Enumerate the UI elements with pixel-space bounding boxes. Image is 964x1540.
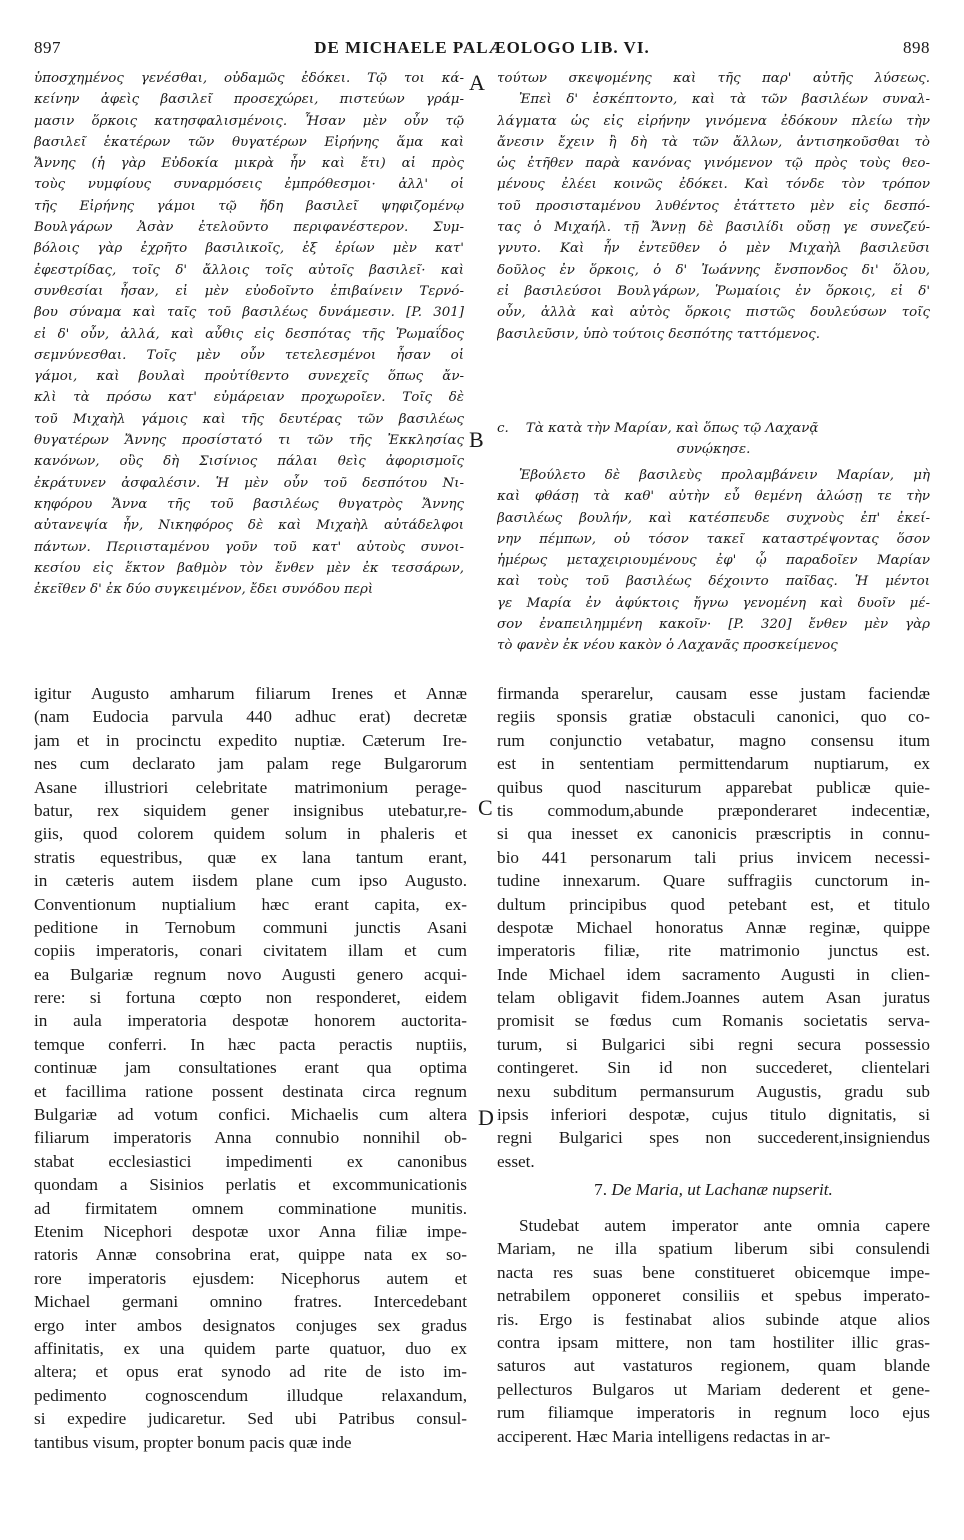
text-line: tis commodum,abunde præponderaret indecentiæ,: [497, 800, 930, 820]
text-line: σον ἐναπειλημμένη κακοῖν· [P. 320] ἔνθεν μὲν γὰρ: [497, 617, 930, 633]
text-line: firmanda sperarelur, causam esse justam faciendæ: [497, 684, 930, 703]
text-line: contingeret. Sin id non succederet, clientelari: [497, 1058, 930, 1078]
text-line: nexu subditum permansurum Augustis, gradu sub: [497, 1081, 930, 1101]
text-line: Bulgariæ ad votum confici. Michaelis cum altera: [34, 1105, 467, 1125]
margin-marker-a: A: [469, 70, 485, 95]
text-line: turum, si Bulgarici sibi regni secura possessio: [497, 1034, 930, 1054]
text-line: ἐφεστρίδας, τοῖς δ' ἄλλοις τοῖς αὐτοῖς βασιλεῖ· καὶ: [34, 262, 464, 278]
text-line: ἐκράτυνεν ἀσφαλέσιν. Ἡ μὲν οὖν τοῦ δεσπότου Νι-: [34, 475, 464, 491]
text-line: promisit se fœdus cum Romanis societatis serva-: [497, 1011, 930, 1031]
text-line: Michael germani omnino fratres. Intercedebant: [34, 1292, 467, 1312]
text-line: Βουλγάρων Ἀσὰν ἐτελοῦντο περιφανέστερον. Συμ-: [34, 220, 464, 236]
text-line: Ἐπεὶ δ' ἐσκέπτοντο, καὶ τὰ τῶν βασιλέων συναλ-: [519, 92, 930, 108]
text-line: et facillima ratione possent destinata circa regnum: [34, 1081, 467, 1101]
text-line: telam obligavit fidem.Joannes autem Asan juratus: [497, 988, 930, 1008]
text-line: κεσίου εἰς ἕκτον βαθμὸν τὸν ἔνθεν μὲν ἐκ τεσσάρων,: [34, 560, 464, 576]
text-line: rore imperatoris ejusdem: Nicephorus autem et: [34, 1268, 467, 1288]
text-line: dultum principibus quod petebant est, et titulo: [497, 894, 930, 914]
text-line: βασιλεῦσιν, ὑπὸ τούτοις δεσπότης ταττόμενος.: [497, 326, 820, 342]
text-line: ris. Ergo is festinabat alios subinde atque alios: [497, 1309, 930, 1329]
greek-section-heading: [497, 418, 930, 461]
text-line: stratis equestribus, quæ ex lana tantum erant,: [34, 847, 467, 867]
latin-section-title: De Maria, ut Lachanæ nupserit.: [611, 1180, 833, 1199]
text-line: ad firmitatem omnem comminatione munitis.: [34, 1198, 467, 1218]
text-line: imperatoris filiæ, rite matrimonio junctus est.: [497, 941, 930, 961]
text-line: μένους ἐλέει κοινῶς ἐδόκει. Καὶ τόνδε τὸν τρόπον: [497, 177, 930, 193]
text-line: μασιν ὅρκοις κατησφαλισμένοις. Ἦσαν μὲν οὖν τῷ: [34, 113, 464, 129]
latin-text-right-column-bottom: [497, 1214, 930, 1448]
text-line: βόλοις γὰρ ἐχρῆτο βασιλικοῖς, ἐξ ἐρίων μὲν κατ': [34, 241, 464, 257]
text-line: τοῦ Μιχαὴλ γάμοις καὶ τῆς δευτέρας τῶν βασιλέως: [34, 411, 464, 427]
text-line: τῆς Εἰρήνης γάμοι τῷ ἤδη βασιλεῖ ψηφιζομένῳ: [34, 198, 464, 214]
text-line: Inde Michael idem sacramento Augusti in clien-: [497, 964, 930, 984]
text-line: Ἄννης (ἡ γὰρ Εὐδοκία μικρὰ ἦν καὶ ἔτι) αἱ πρὸς: [34, 156, 464, 172]
text-line: si expedire judicaretur. Sed ubi Patribus consul-: [34, 1409, 467, 1429]
text-line: rum conjunctio vetabatur, magno consensu itum: [497, 730, 930, 750]
text-line: γνυτο. Καὶ ἦν ἐντεῦθεν ὁ μὲν Μιχαὴλ βασιλεῦσι: [497, 241, 930, 257]
text-line: quondam a Sisinios perlatis et excommunicationis: [34, 1175, 467, 1195]
text-line: σεμνύνεσθαι. Τοῖς μὲν οὖν τετελεσμένοι ἦσαν οἱ: [34, 347, 464, 363]
text-line: regni Bulgarici spes non succederent,insigniendus: [497, 1128, 930, 1148]
text-line: ea Bulgariæ regnum novo Augusti genero acqui-: [34, 964, 467, 984]
text-line: ἐκεῖθεν δ' ἐκ δύο συγκειμένον, ἔδει συνόδου περὶ: [34, 582, 374, 598]
text-line: nes cum declarato jam palam rege Bulgarorum: [34, 754, 467, 774]
running-title: DE MICHAELE PALÆOLOGO LIB. VI.: [314, 38, 650, 57]
latin-section-number: 7.: [594, 1180, 608, 1199]
greek-text-right-column-bottom: [497, 465, 930, 657]
text-line: netrabilem opponeret consiliis et spebus imperato-: [497, 1286, 930, 1306]
text-line: Ἐβούλετο δὲ βασιλεὺς προλαμβάνειν Μαρίαν, μὴ: [519, 468, 930, 483]
text-line: esset.: [497, 1151, 535, 1171]
text-line: οὖν, ἀλλὰ καὶ αὐτὸς ὅρκοις πιστῶς δουλεύσων τοῖς: [497, 305, 930, 321]
text-line: ὑποσχημένος γενέσθαι, οὐδαμῶς ἐδόκει. Τῷ τοι κά-: [34, 71, 464, 86]
greek-text-left-column: [34, 68, 464, 600]
text-line: giis, quod colorem quidem solum in phaleris et: [34, 824, 467, 844]
greek-section-number: c.: [497, 421, 509, 436]
latin-section-heading: [497, 1178, 930, 1201]
text-line: acciperent. Hæc Maria intelligens redactas in ar-: [497, 1426, 831, 1446]
text-line: tudine innexarum. Quare suffragiis cunctorum in-: [497, 871, 930, 891]
page-number-left: 897: [34, 38, 61, 57]
text-line: κηφόρου Ἄννα τῆς τοῦ βασιλέως θυγατρὸς Ἄννης: [34, 496, 464, 512]
text-line: κλὶ τὰ πρόσω κατ' εὐμάρειαν προχωροῖεν. Τοῖς δὲ: [34, 390, 464, 406]
text-line: τὸ φανὲν ἐκ νέου κακὸν ὁ Λαχανᾶς προσκείμενος: [497, 638, 838, 654]
text-line: Etenim Nicephori despotæ uxor Anna filiæ impe-: [34, 1221, 467, 1241]
text-line: Studebat autem imperator ante omnia capere: [519, 1216, 930, 1235]
text-line: νην πέμπων, οὐ τόσον τακεῖ καταστρέψοντας ὅσον: [497, 531, 930, 547]
text-line: Mariam, ne illa spatium liberum sibi consulendi: [497, 1239, 930, 1259]
text-line: βου σύναμα καὶ ταῖς τοῦ βασιλέως δυνάμεσιν. [P. 301]: [34, 305, 464, 321]
text-line: Conventionum nuptialium hæc erant capita, ex-: [34, 894, 467, 914]
text-line: peditione in Ternobum communi junctis Asani: [34, 917, 467, 937]
text-line: βασιλέως βουλήν, καὶ κατέσπευδε συχνοὺς ἐπ' ἐκεί-: [497, 510, 930, 526]
text-line: filiarum imperatoris Anna connubio nonnihil ob-: [34, 1128, 467, 1148]
text-line: tantibus visum, propter bonum pacis quæ inde: [34, 1432, 352, 1452]
text-line: τούτων σκεψομένης καὶ τῆς παρ' αὐτῆς λύσεως.: [497, 71, 930, 86]
text-line: συνθεσίαι ἦσαν, εἰ μὲν εὐοδοῖντο ἐπιβαίνειν Τερνό-: [34, 283, 464, 299]
text-line: pellecturos Bulgaros ut Mariam dederent et gene-: [497, 1379, 930, 1399]
text-line: αὐτανεψία ἦν, Νικηφόρος δὲ καὶ Μιχαὴλ αὐτάδελφοι: [34, 518, 464, 534]
text-line: πάντων. Περιισταμένου γοῦν τοῦ κατ' αὐτοὺς συνοι-: [34, 539, 464, 555]
text-line: (nam Eudocia parvula 440 adhuc erat) decretæ: [34, 707, 467, 727]
text-line: εἰ δ' οὖν, ἀλλά, καὶ αὖθις εἰς δεσπότας τῆς Ῥωμαΐδος: [34, 326, 464, 342]
latin-text-left-column: [34, 682, 467, 1454]
text-line: ratoris Annæ consobrina erat, quippe nata ex so-: [34, 1245, 467, 1265]
text-line: ὡς ἐτῆθεν παρὰ κανόνας γινόμενον τῷ πρὸς τοὺς θεο-: [497, 156, 930, 172]
margin-marker-b: B: [469, 427, 484, 452]
text-line: affinitatis, ex una quidem parte quatuor, duo ex: [34, 1338, 467, 1358]
text-line: saturos aut vastaturos regionem, quam blande: [497, 1356, 930, 1376]
greek-section-title-cont: συνῴκησε.: [676, 442, 751, 458]
text-line: καὶ φθάσῃ τὰ καθ' αὐτὴν εὖ θεμένη ἁλώσῃ τε τὴν: [497, 489, 930, 505]
text-line: si qua inesset ex canonicis præscriptis in connu-: [497, 824, 930, 844]
page-number-right: 898: [903, 38, 930, 57]
text-line: κανόνων, οὓς δὴ Σισίνιος πάλαι θεὶς ἀφορισμοῖς: [34, 454, 464, 470]
text-line: contra ipsam mittere, non tam hostiliter illic gras-: [497, 1332, 930, 1352]
text-line: καὶ τοὺς τοῦ βασιλέως δέχοιντο παῖδας. Ἡ μέντοι: [497, 574, 930, 590]
text-line: τας ὁ Μιχαήλ. τῇ Ἄννῃ δὲ βασιλίδι οὔσῃ γε συνεζεύ-: [497, 220, 930, 236]
text-line: λάγματα ὡς εἰς εἰρήνην γινόμενα ἐδόκουν πλείω τὴν: [497, 113, 930, 129]
text-line: ἡμέρως μεταχειριουμένους ἐφ' ᾧ παραδοῖεν Μαρίαν: [497, 553, 930, 569]
text-line: κείνην ἀφεὶς βασιλεῖ προσεχώρει, πιστεύων γράμ-: [34, 92, 464, 108]
text-line: in aula imperatoria despotæ honorem auctorita-: [34, 1011, 467, 1031]
text-line: bio 441 personarum tali prius invicem necessi-: [497, 847, 930, 867]
text-line: nacta res suas bene constitueret obicemque impe-: [497, 1262, 930, 1282]
text-line: continuæ jam consultationes erant qua optima: [34, 1058, 467, 1078]
text-line: rum filiamque imperatoris in regnum loco ejus: [497, 1403, 930, 1423]
text-line: igitur Augusto amharum filiarum Irenes et Annæ: [34, 684, 467, 703]
text-line: in cæteris autem iisdem plane cum ipso Augusto.: [34, 871, 467, 891]
latin-text-right-column-top: [497, 682, 930, 1173]
text-line: Asane illustriori celebritate matrimonium perage-: [34, 777, 467, 797]
text-line: batur, rex siquidem gener insignibus utebatur,re-: [34, 800, 467, 820]
text-line: τοὺς νυμφίους συναρμόσεις ἐμπρόθεσμοι· ἀλλ' οἱ: [34, 177, 464, 193]
text-line: ἄνεσιν ἔχειν ἢ δὴ τὰ τῶν ἄλλων, ἀντισηκοῦσθαι τὸ: [497, 134, 930, 150]
text-line: stabat ecclesiastici impedimenti ex canonibus: [34, 1151, 467, 1171]
margin-marker-d: D: [478, 1105, 494, 1130]
text-line: jam et in procinctu expedito nuptiæ. Cæterum Ire-: [34, 730, 467, 750]
text-line: est in sententiam permittendarum nuptiarum, ex: [497, 754, 930, 774]
text-line: εἰ βασιλεύσοι Βουλγάρων, Ῥωμαίοις ἐν ὅρκοις, εἰ δ': [497, 283, 930, 299]
text-line: δοῦλος ἐν ὅρκοις, ὁ δ' Ἰωάννης ἔνσπονδος δι' ὅλου,: [497, 262, 930, 278]
text-line: quibus quod nasciturum apparebat publicæ quie-: [497, 777, 930, 797]
text-line: altera; et opus erat synodo ad rite de isto im-: [34, 1362, 467, 1382]
greek-text-right-column-top: [497, 68, 930, 345]
running-header: [34, 38, 930, 64]
text-line: temque conferri. In hæc pacta peractis nuptiis,: [34, 1034, 467, 1054]
text-line: τοῦ προσισταμένου λυθέντος ἐτάττετο μὲν εἰς δεσπό-: [497, 198, 930, 214]
text-line: θυγατέρων Ἄννης προσίστατό τι τῶν τῆς Ἐκκλησίας: [34, 433, 464, 449]
text-line: ipsis inferiori despotæ, cujus titulo dignitatis, si: [497, 1105, 930, 1125]
text-line: βασιλεῖ ἑκατέρων τῶν θυγατέρων Εἰρήνης ἅμα καὶ: [34, 134, 464, 150]
margin-marker-c: C: [478, 795, 493, 820]
text-line: ergo inter ambos designatos conjuges sex gradus: [34, 1315, 467, 1335]
text-line: despotæ Michael honoratus Annæ reginæ, quippe: [497, 917, 930, 937]
text-line: γε Μαρία ἐν ἀφύκτοις ἤγνω γενομένη καὶ δυοῖν μέ-: [497, 595, 930, 611]
text-line: γάμοι, καὶ βουλαὶ προὐτίθεντο συνεχεῖς ὅπως ἄν-: [34, 369, 464, 385]
text-line: rere: si fortuna cœpto non responderet, eidem: [34, 988, 467, 1008]
text-line: regiis sponsis gratiæ obstaculi canonici, quo co-: [497, 707, 930, 727]
greek-section-title: Τὰ κατὰ τὴν Μαρίαν, καὶ ὅπως τῷ Λαχανᾷ: [525, 421, 819, 436]
text-line: copiis imperatoris, conari civitatem illam et cum: [34, 941, 467, 961]
text-line: pedimento cognoscendum illudque relaxandum,: [34, 1385, 467, 1405]
